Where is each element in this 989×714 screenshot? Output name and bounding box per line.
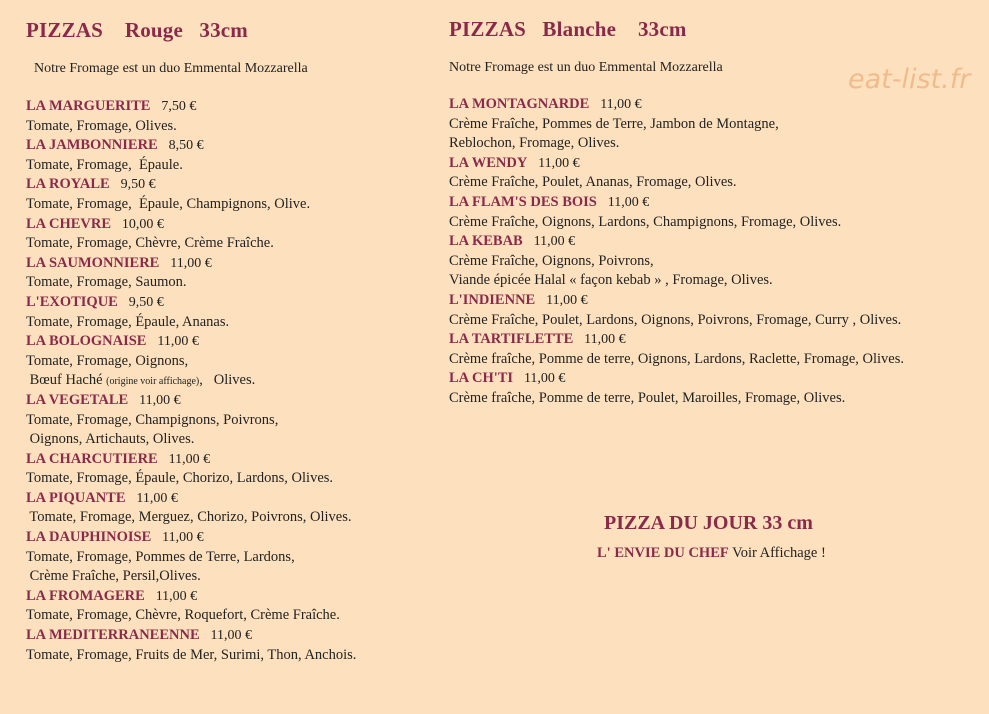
pizza-ingredients: Crème Fraîche, Poulet, Lardons, Oignons, Poivrons, Fromage, Curry , Olives. [449, 311, 902, 328]
pizza-price: 10,00 € [121, 216, 164, 232]
menu-item-header [26, 97, 356, 117]
pizza-price: 11,00 € [600, 97, 642, 112]
pizza-price: 9,50 € [120, 177, 156, 193]
pizza-ingredients: Crème fraîche, Pomme de terre, Oignons, Lardons, Raclette, Fromage, Olives. [449, 350, 905, 367]
pizza-name: L'EXOTIQUE [26, 293, 118, 310]
blanche-intro-text: Notre Fromage est un duo Emmental Mozzarella [449, 60, 723, 75]
pizza-price: 11,00 € [546, 292, 588, 308]
rouge-section-title: PIZZAS Rouge 33cm [26, 18, 248, 42]
menu-item [449, 232, 904, 291]
blanche-section-title: PIZZAS Blanche 33cm [449, 17, 687, 41]
pizza-price: 11,00 € [607, 194, 650, 210]
menu-item [26, 254, 356, 293]
menu-item-header [449, 193, 904, 213]
menu-item [26, 215, 356, 254]
pizza-ingredients: Tomate, Fromage, Saumon. [26, 274, 187, 291]
pizza-name: LA FROMAGERE [26, 587, 145, 604]
pizza-price: 11,00 € [168, 451, 211, 467]
menu-item [26, 175, 356, 214]
pizza-price: 11,00 € [155, 588, 198, 604]
rouge-intro-text: Notre Fromage est un duo Emmental Mozzarella [34, 61, 308, 76]
ingredient-text: Bœuf Haché [26, 372, 107, 389]
pizza-price: 11,00 € [538, 155, 580, 171]
menu-item [26, 97, 356, 136]
pizza-name: LA FLAM'S DES BOIS [449, 193, 597, 210]
menu-item [449, 95, 904, 154]
pizza-name: LA TARTIFLETTE [449, 331, 574, 348]
pizza-ingredients: Tomate, Fromage, Olives. [26, 117, 177, 134]
menu-item-header [26, 528, 356, 548]
menu-item-header [26, 626, 356, 646]
pizza-name: LA CHARCUTIERE [26, 450, 158, 467]
pizza-ingredients [26, 371, 356, 391]
pizza-ingredients: Crème Fraîche, Poulet, Ananas, Fromage, Olives. [449, 174, 737, 191]
menu-item-header [26, 332, 356, 352]
pizza-price: 7,50 € [161, 99, 197, 114]
pizza-price: 11,00 € [523, 371, 566, 387]
pizza-name: LA BOLOGNAISE [26, 333, 147, 350]
pizza-ingredients: Crème Fraîche, Persil,Olives. [26, 568, 201, 585]
watermark-logo: eat-list.fr [848, 64, 971, 95]
menu-item-header [26, 136, 356, 156]
pizza-du-jour-line [597, 545, 826, 562]
menu-item-header [26, 391, 356, 411]
menu-item-header [26, 587, 356, 607]
menu-item [26, 293, 356, 332]
pizza-ingredients: Tomate, Fromage, Épaule, Ananas. [26, 313, 230, 330]
pizza-du-jour-text: Voir Affichage ! [732, 545, 826, 561]
menu-item-header [26, 293, 356, 313]
menu-item [26, 136, 356, 175]
ingredient-text: , Olives. [199, 372, 256, 389]
pizza-ingredients: Viande épicée Halal « façon kebab » , Fromage, Olives. [449, 272, 773, 289]
menu-item-header [26, 489, 356, 509]
pizza-ingredients: Tomate, Fromage, Chèvre, Crème Fraîche. [26, 235, 274, 252]
pizza-price: 11,00 € [157, 334, 199, 350]
pizza-price: 11,00 € [584, 332, 626, 348]
rouge-pizza-list [26, 97, 356, 665]
pizza-price: 9,50 € [128, 294, 164, 310]
pizza-du-jour-title: PIZZA DU JOUR 33 cm [604, 512, 813, 534]
pizza-name: LA DAUPHINOISE [26, 529, 152, 546]
pizza-du-jour-name: L' ENVIE DU CHEF [597, 545, 729, 561]
menu-item [449, 291, 904, 330]
blanche-pizza-list [449, 95, 904, 409]
pizza-name: LA KEBAB [449, 233, 523, 250]
menu-item [449, 193, 904, 232]
menu-item-header [449, 232, 904, 252]
origin-note: (origine voir affichage) [106, 376, 200, 388]
pizza-price: 11,00 € [139, 392, 181, 408]
pizza-ingredients: Tomate, Fromage, Épaule, Chorizo, Lardons, Olives. [26, 470, 334, 487]
menu-item [449, 330, 904, 369]
pizza-name: LA CH'TI [449, 370, 514, 387]
menu-item [26, 587, 356, 626]
pizza-ingredients: Tomate, Fromage, Pommes de Terre, Lardons, [26, 548, 295, 565]
pizza-ingredients: Crème Fraîche, Oignons, Poivrons, [449, 252, 654, 269]
menu-item-header [449, 330, 904, 350]
pizza-ingredients: Tomate, Fromage, Fruits de Mer, Surimi, Thon, Anchois. [26, 646, 357, 663]
menu-item [26, 489, 356, 528]
pizza-name: LA ROYALE [26, 176, 110, 193]
pizza-ingredients: Tomate, Fromage, Chèvre, Roquefort, Crème Fraîche. [26, 607, 340, 624]
menu-item [449, 369, 904, 408]
menu-item [26, 626, 356, 665]
pizza-ingredients: Crème Fraîche, Pommes de Terre, Jambon de Montagne, [449, 115, 779, 132]
pizza-ingredients: Oignons, Artichauts, Olives. [26, 431, 195, 448]
pizza-name: L'INDIENNE [449, 291, 536, 308]
pizza-price: 11,00 € [136, 490, 178, 506]
pizza-ingredients: Tomate, Fromage, Champignons, Poivrons, [26, 411, 279, 428]
pizza-price: 8,50 € [168, 138, 204, 154]
pizza-ingredients: Tomate, Fromage, Épaule, Champignons, Olive. [26, 195, 311, 212]
menu-item-header [449, 291, 904, 311]
pizza-ingredients: Reblochon, Fromage, Olives. [449, 135, 620, 152]
pizza-name: LA WENDY [449, 154, 528, 171]
pizza-price: 11,00 € [533, 234, 576, 250]
menu-item-header [26, 215, 356, 235]
menu-item [449, 154, 904, 193]
pizza-price: 11,00 € [210, 628, 252, 644]
menu-item [26, 528, 356, 587]
menu-item [26, 450, 356, 489]
pizza-name: LA JAMBONNIERE [26, 137, 158, 154]
menu-item-header [26, 254, 356, 274]
menu-item-header [26, 175, 356, 195]
menu-item-header [449, 154, 904, 174]
pizza-name: LA VEGETALE [26, 391, 129, 408]
menu-item [26, 332, 356, 391]
pizza-ingredients: Tomate, Fromage, Oignons, [26, 352, 189, 369]
pizza-name: LA MARGUERITE [26, 98, 151, 114]
pizza-name: LA SAUMONNIERE [26, 254, 160, 271]
menu-item-header [449, 369, 904, 389]
pizza-ingredients: Tomate, Fromage, Merguez, Chorizo, Poivrons, Olives. [26, 509, 352, 526]
pizza-name: LA CHEVRE [26, 215, 112, 232]
pizza-ingredients: Tomate, Fromage, Épaule. [26, 156, 183, 173]
menu-item-header [26, 450, 356, 470]
pizza-price: 11,00 € [162, 530, 204, 546]
pizza-name: LA MONTAGNARDE [449, 96, 590, 112]
pizza-ingredients: Crème Fraîche, Oignons, Lardons, Champignons, Fromage, Olives. [449, 213, 842, 230]
pizza-name: LA MEDITERRANEENNE [26, 627, 200, 644]
pizza-price: 11,00 € [170, 255, 212, 271]
pizza-ingredients: Crème fraîche, Pomme de terre, Poulet, Maroilles, Fromage, Olives. [449, 389, 846, 406]
menu-item [26, 391, 356, 450]
menu-item-header [449, 95, 904, 115]
pizza-name: LA PIQUANTE [26, 489, 126, 506]
